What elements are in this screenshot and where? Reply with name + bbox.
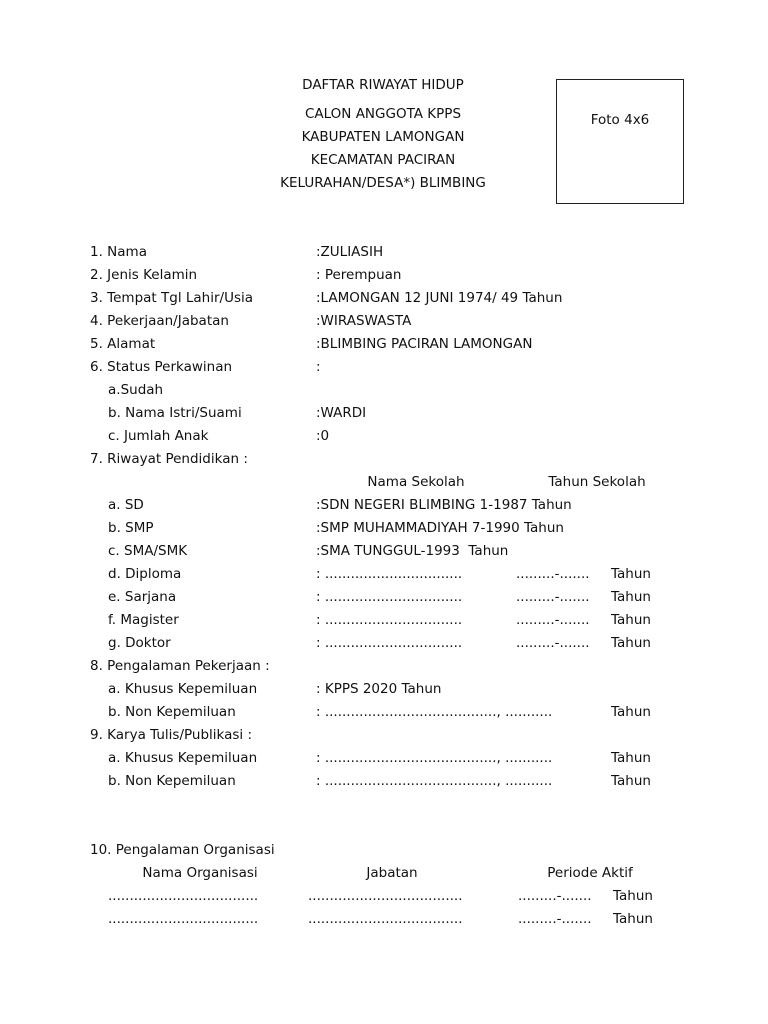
organization-header-row — [0, 865, 768, 885]
section-title: 8. Pengalaman Pekerjaan : — [90, 658, 270, 674]
blank-line: : ................................ — [316, 589, 463, 605]
marital-row-spouse — [0, 405, 768, 425]
blank-line: ................................... — [108, 911, 259, 927]
field-label: d. Diploma — [108, 566, 182, 582]
year-label: Tahun — [611, 704, 651, 720]
field-row-address — [0, 336, 768, 356]
marital-row-children — [0, 428, 768, 448]
year-label: Tahun — [611, 566, 651, 582]
period-blank: .........-....... — [516, 635, 590, 651]
column-header-year: Tahun Sekolah — [548, 474, 646, 490]
field-value: : KPPS 2020 Tahun — [316, 681, 442, 697]
blank-line: : ........................................, ........... — [316, 704, 553, 720]
education-row-magister — [0, 612, 768, 632]
period-blank: .........-....... — [518, 888, 592, 904]
field-value: :SDN NEGERI BLIMBING 1-1987 Tahun — [316, 497, 572, 513]
field-row-occupation — [0, 313, 768, 333]
photo-label: Foto 4x6 — [590, 112, 650, 128]
field-label: b. Non Kepemiluan — [108, 773, 236, 789]
blank-line: : ................................ — [316, 612, 463, 628]
education-row-doktor — [0, 635, 768, 655]
field-label: g. Doktor — [108, 635, 171, 651]
district-line: KECAMATAN PACIRAN — [310, 152, 456, 168]
blank-line: : ........................................, ........... — [316, 750, 553, 766]
organization-title-row — [0, 842, 768, 862]
field-label: b. Nama Istri/Suami — [108, 405, 242, 421]
education-header-row — [0, 474, 768, 494]
column-header-position: Jabatan — [366, 865, 418, 881]
publications-row-non-election — [0, 773, 768, 793]
field-row-birth — [0, 290, 768, 310]
village-line: KELURAHAN/DESA*) BLIMBING — [280, 175, 486, 191]
column-header-org-name: Nama Organisasi — [142, 865, 258, 881]
field-label: c. SMA/SMK — [108, 543, 188, 559]
blank-line: : ................................ — [316, 566, 463, 582]
year-label: Tahun — [611, 612, 651, 628]
field-value: :SMA TUNGGUL-1993 Tahun — [316, 543, 509, 559]
field-label: 6. Status Perkawinan — [90, 359, 233, 375]
period-blank: .........-....... — [516, 566, 590, 582]
field-label: a. Khusus Kepemiluan — [108, 681, 258, 697]
regency-line: KABUPATEN LAMONGAN — [301, 129, 465, 145]
field-label: a. Khusus Kepemiluan — [108, 750, 258, 766]
organization-row — [0, 888, 768, 908]
blank-line: : ........................................, ........... — [316, 773, 553, 789]
blank-line: : ................................ — [316, 635, 463, 651]
work-title-row — [0, 658, 768, 678]
field-label: c. Jumlah Anak — [108, 428, 209, 444]
field-label: b. SMP — [108, 520, 154, 536]
publications-row-election — [0, 750, 768, 770]
year-label: Tahun — [613, 911, 653, 927]
education-row-smp — [0, 520, 768, 540]
year-label: Tahun — [611, 589, 651, 605]
period-blank: .........-....... — [516, 612, 590, 628]
field-value: :WIRASWASTA — [316, 313, 412, 329]
blank-line: ................................... — [108, 888, 259, 904]
period-blank: .........-....... — [516, 589, 590, 605]
field-label: 1. Nama — [90, 244, 147, 260]
section-title: 10. Pengalaman Organisasi — [90, 842, 275, 858]
section-title: 7. Riwayat Pendidikan : — [90, 451, 248, 467]
field-value: : Perempuan — [316, 267, 402, 283]
field-row-name — [0, 244, 768, 264]
year-label: Tahun — [611, 773, 651, 789]
blank-line: .................................... — [308, 911, 463, 927]
work-row-non-election — [0, 704, 768, 724]
field-label: b. Non Kepemiluan — [108, 704, 236, 720]
field-value: :WARDI — [316, 405, 367, 421]
document-title: DAFTAR RIWAYAT HIDUP — [302, 77, 464, 93]
period-blank: .........-....... — [518, 911, 592, 927]
field-label: 5. Alamat — [90, 336, 156, 352]
field-label: 4. Pekerjaan/Jabatan — [90, 313, 229, 329]
year-label: Tahun — [611, 750, 651, 766]
column-header-school: Nama Sekolah — [367, 474, 465, 490]
publications-title-row — [0, 727, 768, 747]
field-label: f. Magister — [108, 612, 179, 628]
year-label: Tahun — [613, 888, 653, 904]
education-row-sd — [0, 497, 768, 517]
marital-row-married — [0, 382, 768, 402]
field-row-gender — [0, 267, 768, 287]
document-subtitle: CALON ANGGOTA KPPS — [304, 106, 462, 122]
column-header-period: Periode Aktif — [547, 865, 633, 881]
education-row-sarjana — [0, 589, 768, 609]
work-row-election — [0, 681, 768, 701]
education-title-row — [0, 451, 768, 471]
field-value: :ZULIASIH — [316, 244, 384, 260]
field-value: :LAMONGAN 12 JUNI 1974/ 49 Tahun — [316, 290, 563, 306]
year-label: Tahun — [611, 635, 651, 651]
education-row-diploma — [0, 566, 768, 586]
field-value: :SMP MUHAMMADIYAH 7-1990 Tahun — [316, 520, 564, 536]
field-label: a.Sudah — [108, 382, 164, 398]
field-value: : — [316, 359, 321, 375]
field-value: :0 — [316, 428, 330, 444]
section-title: 9. Karya Tulis/Publikasi : — [90, 727, 253, 743]
field-label: 2. Jenis Kelamin — [90, 267, 198, 283]
field-row-marital-status — [0, 359, 768, 379]
education-row-sma — [0, 543, 768, 563]
blank-line: .................................... — [308, 888, 463, 904]
photo-placeholder — [556, 79, 684, 204]
field-label: e. Sarjana — [108, 589, 177, 605]
field-value: :BLIMBING PACIRAN LAMONGAN — [316, 336, 533, 352]
field-label: 3. Tempat Tgl Lahir/Usia — [90, 290, 254, 306]
organization-row — [0, 911, 768, 931]
field-label: a. SD — [108, 497, 144, 513]
